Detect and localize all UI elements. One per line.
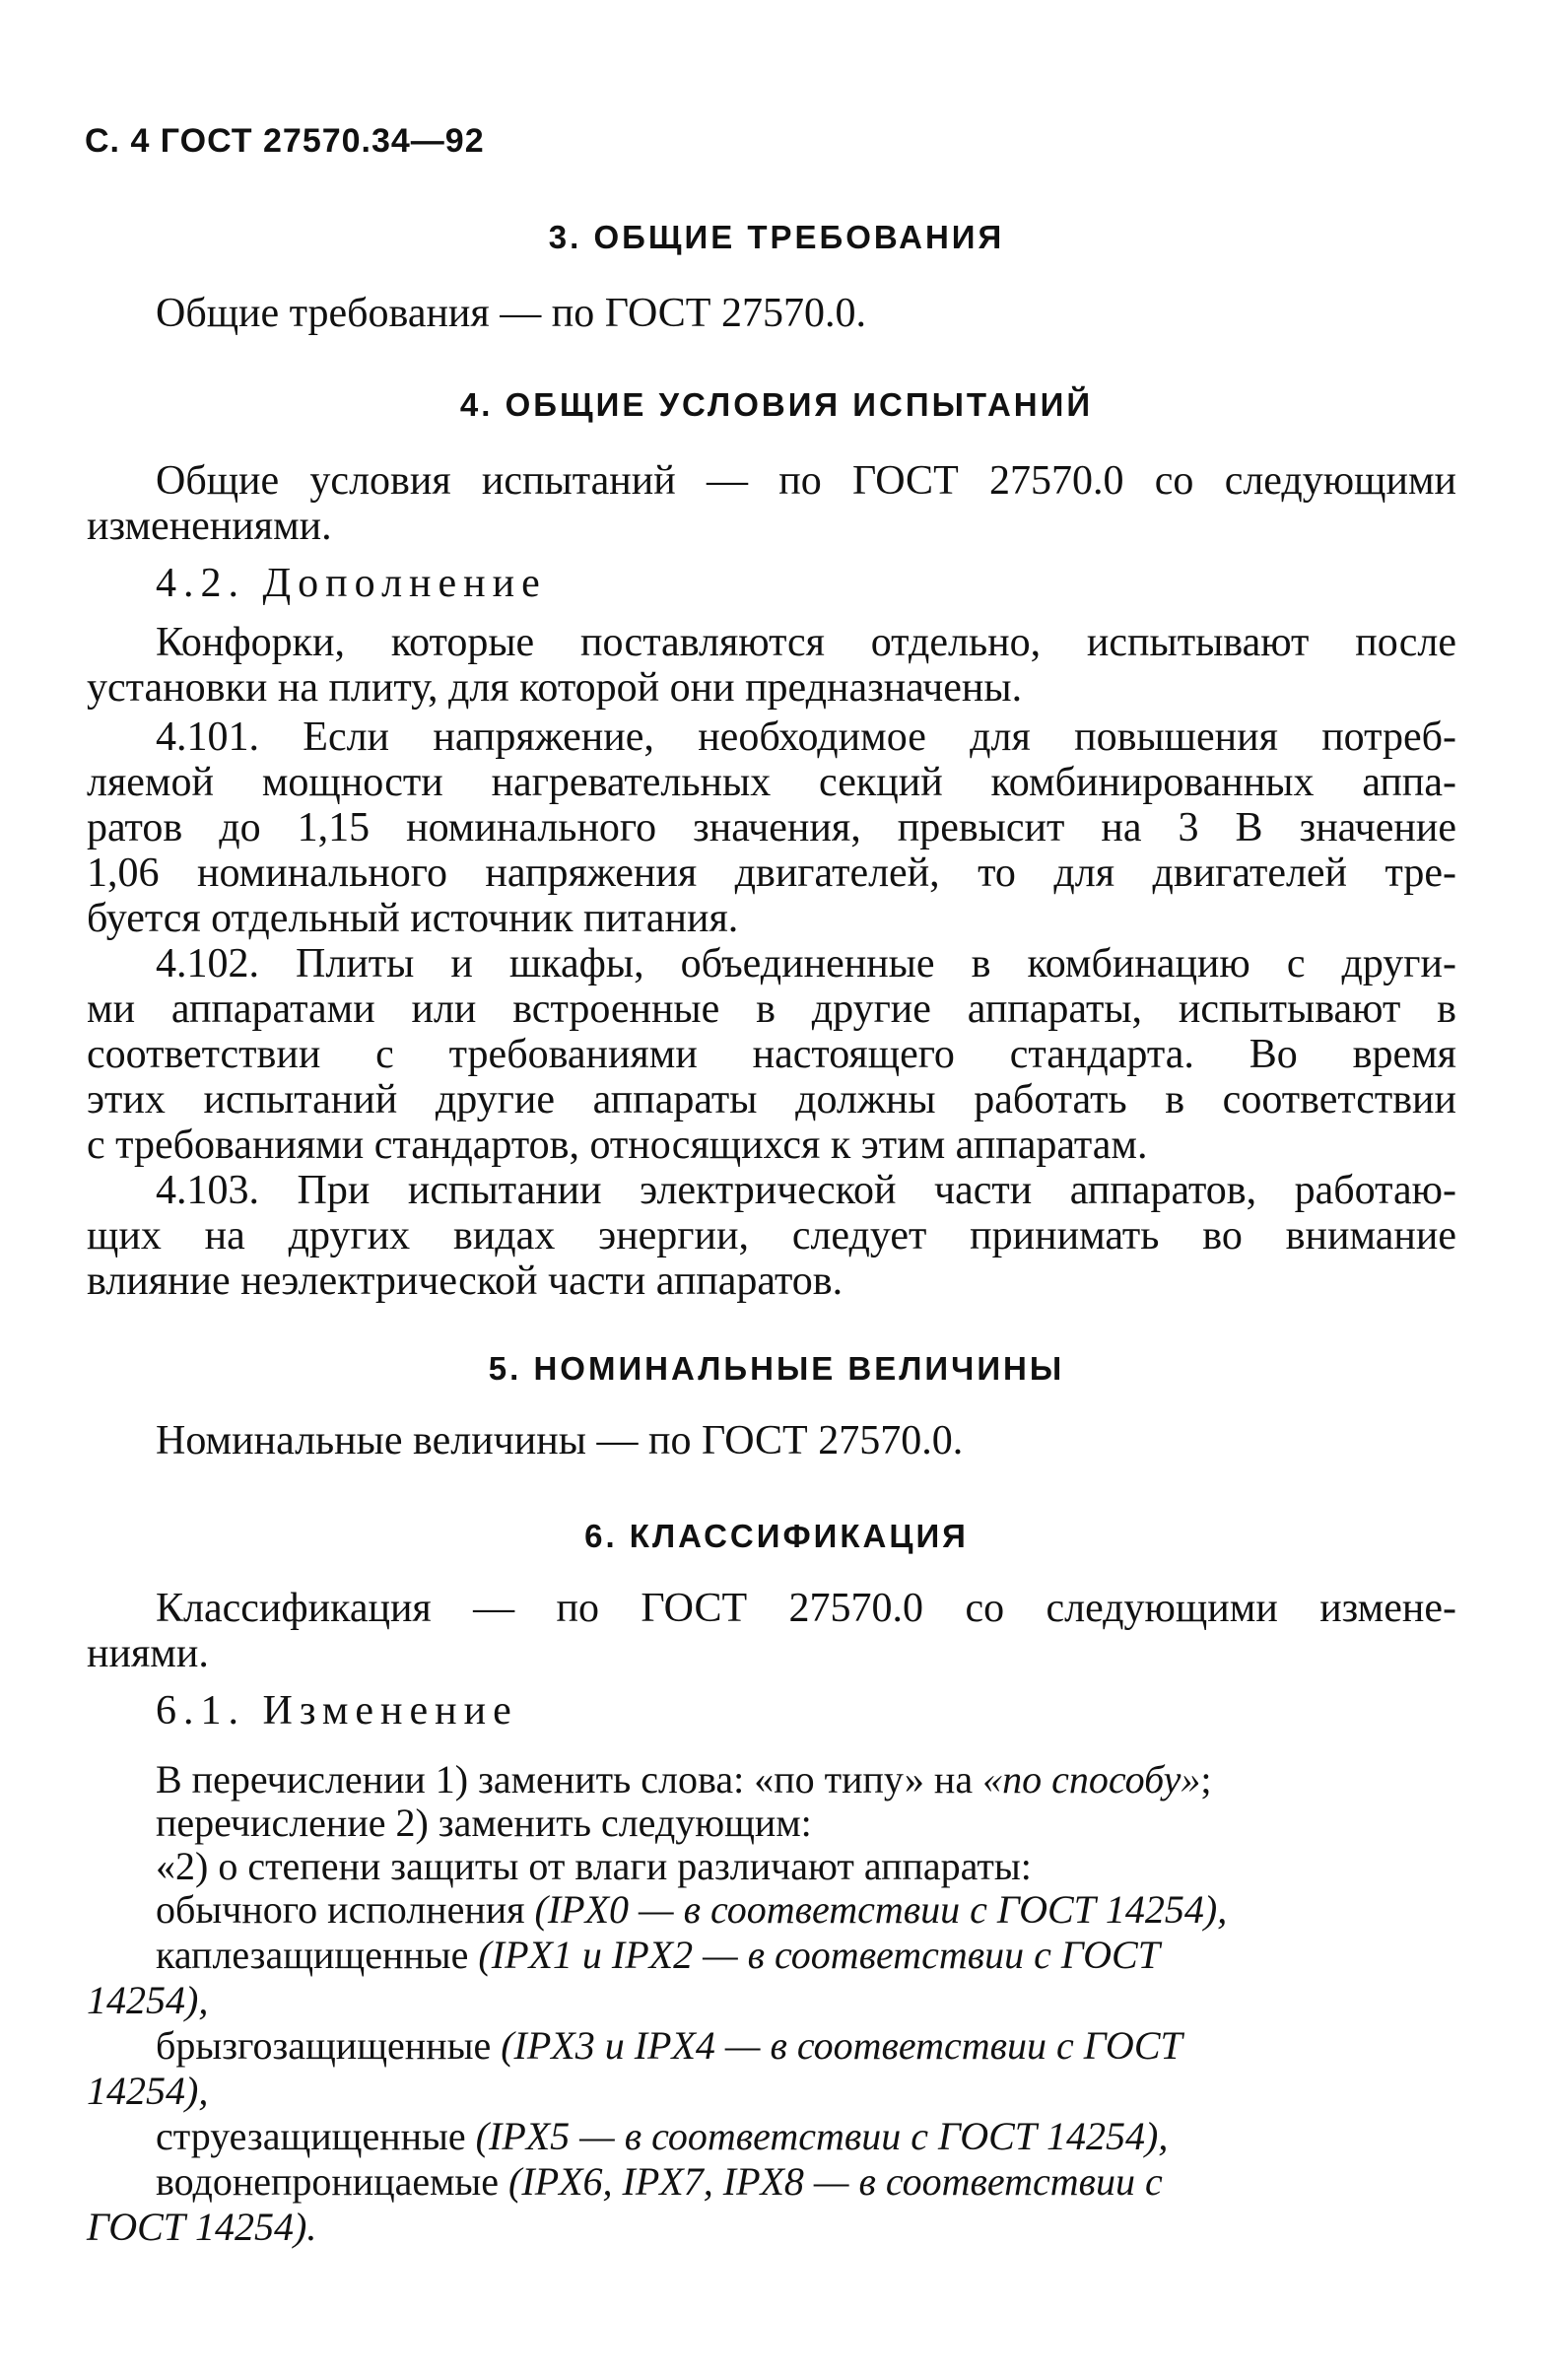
section-4-intro-line: изменениями. — [87, 504, 332, 549]
paragraph-4-2-line: Конфорки, которые поставляются отдельно, испытывают после — [156, 620, 1456, 665]
paragraph-4-103-line: щих на других видах энергии, следует принимать во внимание — [87, 1213, 1456, 1258]
section-6-heading: 6. КЛАССИФИКАЦИЯ — [584, 1518, 969, 1554]
item-label: брызгозащищенные — [156, 2023, 502, 2068]
paragraph-4-101-line: буется отдельный источник питания. — [87, 896, 739, 941]
paragraph-4-101-line: ляемой мощности нагревательных секций комбинированных аппа- — [87, 760, 1456, 805]
item-ip-code: (IPX6, IPX7, IPX8 — в соответствии с — [508, 2159, 1163, 2204]
item-ip-code: (IPX1 и IPX2 — в соответствии с ГОСТ — [478, 1933, 1160, 1977]
paragraph-4-101-line: ратов до 1,15 номинального значения, превысит на 3 В значение — [87, 805, 1456, 850]
classification-item — [156, 1888, 1456, 1932]
running-header: С. 4 ГОСТ 27570.34—92 — [85, 122, 485, 160]
subsection-6-1-title: 6.1. Изменение — [156, 1688, 518, 1734]
classification-item-continuation: ГОСТ 14254). — [87, 2205, 317, 2249]
section-5-text: Номинальные величины — по ГОСТ 27570.0. — [156, 1418, 964, 1463]
section-6-intro-line: ниями. — [87, 1631, 209, 1676]
paragraph-4-102-line: с требованиями стандартов, относящихся к этим аппаратам. — [87, 1122, 1148, 1168]
paragraph-6-1-line: «2) о степени защиты от влаги различают аппараты: — [156, 1844, 1032, 1888]
classification-item — [156, 1934, 1456, 1977]
classification-item-continuation: 14254), — [87, 1978, 209, 2022]
paragraph-4-103-line: 4.103. При испытании электрической части аппаратов, работаю- — [156, 1168, 1456, 1213]
paragraph-6-1-italic: «по способу» — [982, 1757, 1201, 1802]
item-ip-code: (IPX0 — в соответствии с ГОСТ 14254), — [534, 1887, 1228, 1932]
section-3-text: Общие требования — по ГОСТ 27570.0. — [156, 291, 866, 336]
paragraph-4-102-line: соответствии с требованиями настоящего стандарта. Во время — [87, 1032, 1456, 1077]
classification-item — [156, 2115, 1456, 2158]
paragraph-4-2-line: установки на плиту, для которой они предназначены. — [87, 665, 1023, 711]
section-3-heading: 3. ОБЩИЕ ТРЕБОВАНИЯ — [548, 219, 1005, 255]
section-6-intro-line: Классификация — по ГОСТ 27570.0 со следующими измене- — [156, 1586, 1456, 1631]
item-ip-code: (IPX5 — в соответствии с ГОСТ 14254), — [475, 2114, 1169, 2158]
paragraph-4-101-line: 4.101. Если напряжение, необходимое для повышения потреб- — [156, 714, 1456, 760]
section-5-heading: 5. НОМИНАЛЬНЫЕ ВЕЛИЧИНЫ — [488, 1350, 1065, 1387]
paragraph-4-102-line: этих испытаний другие аппараты должны работать в соответствии — [87, 1077, 1456, 1122]
classification-item — [156, 2160, 1456, 2204]
classification-item — [156, 2024, 1456, 2068]
paragraph-4-102-line: 4.102. Плиты и шкафы, объединенные в комбинацию с други- — [156, 941, 1456, 986]
paragraph-4-103-line: влияние неэлектрической части аппаратов. — [87, 1258, 844, 1304]
section-4-heading: 4. ОБЩИЕ УСЛОВИЯ ИСПЫТАНИЙ — [459, 386, 1094, 423]
subsection-4-2-title: 4.2. Дополнение — [156, 561, 547, 606]
item-label: водонепроницаемые — [156, 2159, 509, 2204]
item-label: каплезащищенные — [156, 1933, 479, 1977]
paragraph-4-101-line: 1,06 номинального напряжения двигателей, то для двигателей тре- — [87, 850, 1456, 896]
paragraph-6-1-line: перечисление 2) заменить следующим: — [156, 1801, 812, 1845]
item-ip-code: (IPX3 и IPX4 — в соответствии с ГОСТ — [501, 2023, 1182, 2068]
paragraph-6-1-line — [156, 1758, 1456, 1802]
paragraph-6-1-text: В перечислении 1) заменить слова: «по типу» на — [156, 1757, 983, 1802]
section-4-intro-line: Общие условия испытаний — по ГОСТ 27570.0 со следующими — [156, 458, 1456, 504]
paragraph-4-102-line: ми аппаратами или встроенные в другие аппараты, испытывают в — [87, 986, 1456, 1032]
item-label: струезащищенные — [156, 2114, 476, 2158]
classification-item-continuation: 14254), — [87, 2069, 209, 2113]
paragraph-6-1-text: ; — [1200, 1757, 1212, 1802]
item-label: обычного исполнения — [156, 1887, 535, 1932]
